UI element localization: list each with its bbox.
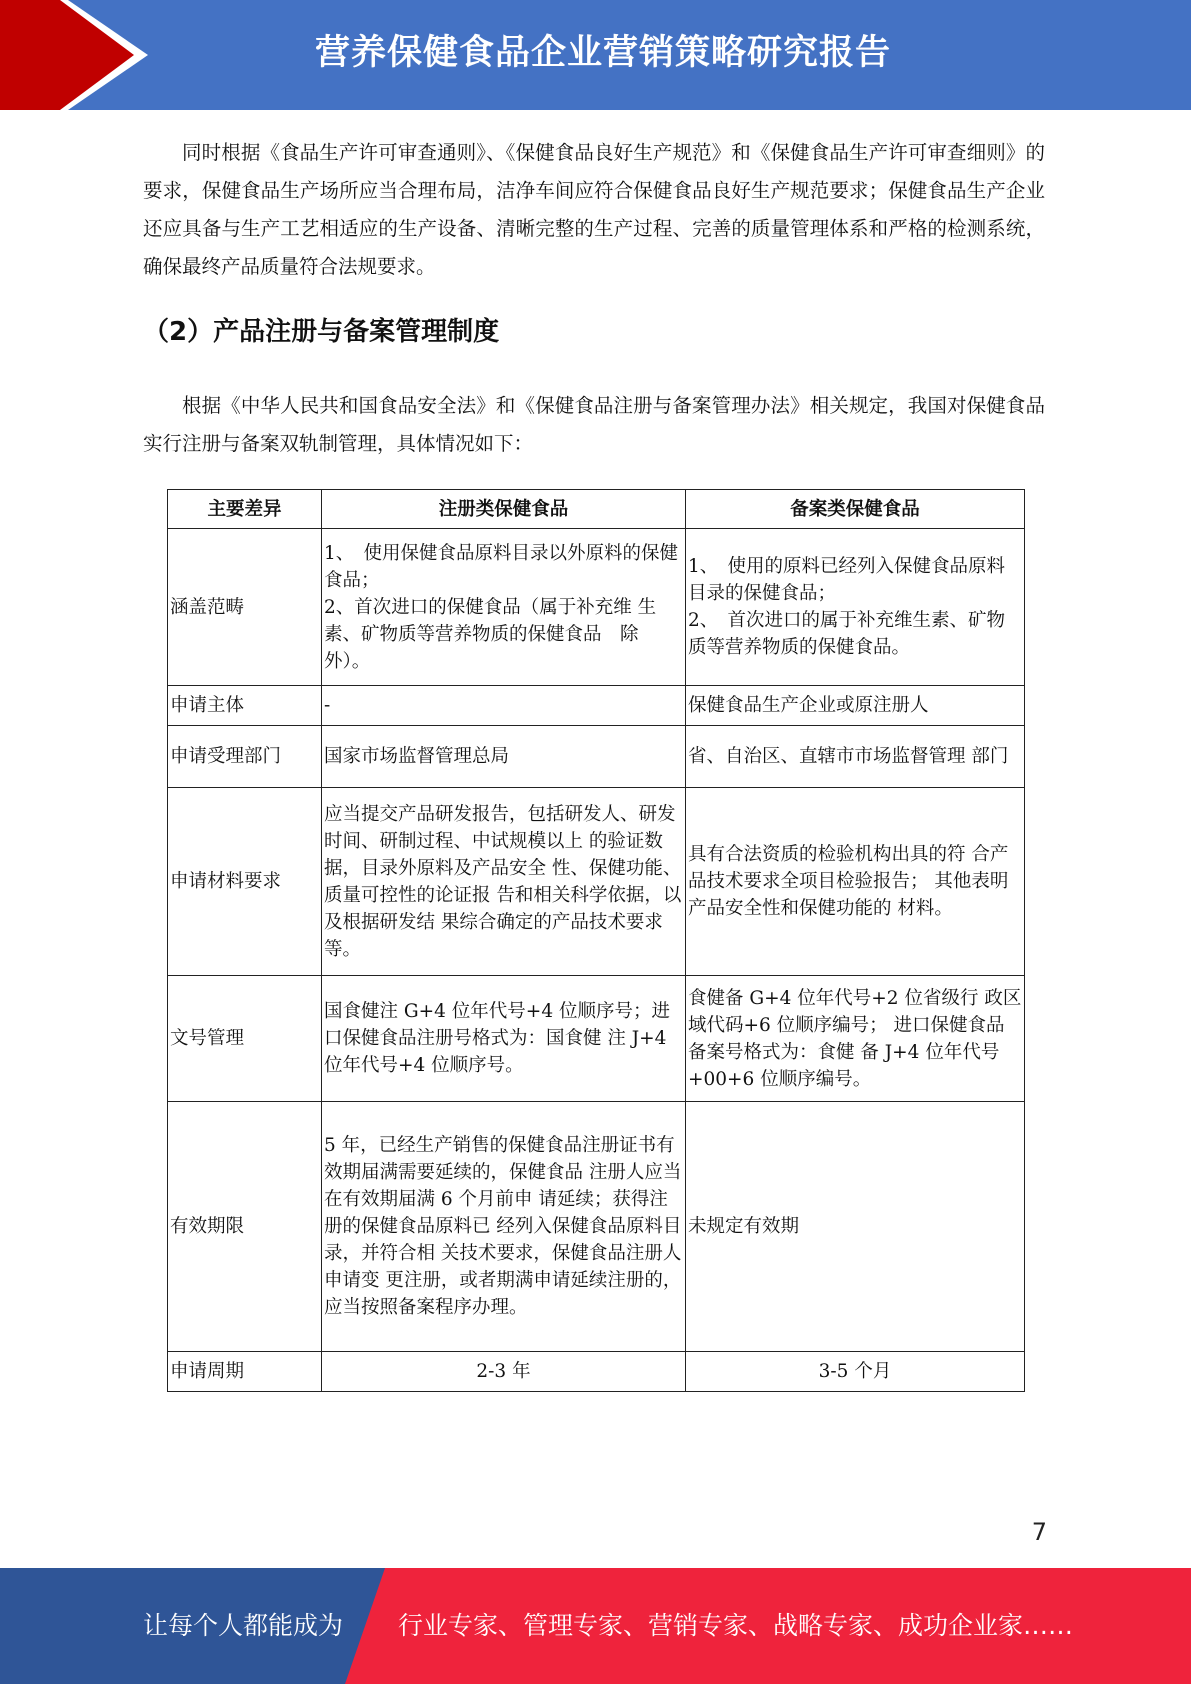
intro-paragraph: 同时根据《食品生产许可审查通则》、《保健食品良好生产规范》和《保健食品生产许可审查细则》的要求，保健食品生产场所应当合理布局，洁净车间应符合保健食品良好生产规范要求；保健食品生产企业还应具备与生产工艺相适应的生产设备、清晰完整的生产过程、完善的质量管理体系和严格的检测系统，确保最终产品质量符合法规要求。: [143, 141, 1045, 278]
registered-cell: 2-3 年: [322, 1352, 686, 1392]
filed-cell: 具有合法资质的检验机构出具的符 合产品技术要求全项目检验报告； 其他表明产品安全性和保健功能的 材料。: [686, 788, 1025, 976]
filed-cell: 省、自治区、直辖市市场监督管理 部门: [686, 726, 1025, 788]
registered-cell: 1、 使用保健食品原料目录以外原料的保健食品； 2、首次进口的保健食品（属于补充维 生素、矿物质等营养物质的保健食品 除外）。: [322, 529, 686, 686]
registered-cell: -: [322, 686, 686, 726]
registered-cell: 国食健注 G+4 位年代号+4 位顺序号；进口保健食品注册号格式为：国食健 注 J+4 位年代号+4 位顺序号。: [322, 976, 686, 1102]
page-header: [0, 0, 1191, 110]
footer-slogan-right: 行业专家、管理专家、营销专家、战略专家、成功企业家……: [398, 1611, 1074, 1640]
report-title: 营养保健食品企业营销策略研究报告: [314, 33, 891, 73]
table-row: [168, 686, 1025, 726]
table-row: [168, 529, 1025, 686]
row-label: 有效期限: [168, 1102, 322, 1352]
table-row: [168, 726, 1025, 788]
regulation-paragraph: 根据《中华人民共和国食品安全法》和《保健食品注册与备案管理办法》相关规定，我国对保健食品实行注册与备案双轨制管理，具体情况如下：: [143, 394, 1045, 455]
filed-cell: 食健备 G+4 位年代号+2 位省级行 政区域代码+6 位顺序编号； 进口保健食品备案号格式为：食健 备 J+4 位年代号+00+6 位顺序编号。: [686, 976, 1025, 1102]
footer-slogan-left: 让每个人都能成为: [143, 1611, 344, 1640]
row-label: 申请受理部门: [168, 726, 322, 788]
row-label: 申请主体: [168, 686, 322, 726]
column-header-filed: 备案类保健食品: [686, 490, 1025, 529]
filed-cell: 1、 使用的原料已经列入保健食品原料目录的保健食品； 2、 首次进口的属于补充维生素、矿物质等营养物质的保健食品。: [686, 529, 1025, 686]
table-row: [168, 788, 1025, 976]
table-header-row: [168, 490, 1025, 529]
filed-cell: 3-5 个月: [686, 1352, 1025, 1392]
column-header-registered: 注册类保健食品: [322, 490, 686, 529]
registered-cell: 应当提交产品研发报告，包括研发人、研发时间、研制过程、中试规模以上 的验证数据，目录外原料及产品安全 性、保健功能、质量可控性的论证报 告和相关科学依据，以及根据研发结 果综合确定的产品技术要求等。: [322, 788, 686, 976]
page-number: 7: [1031, 1518, 1047, 1546]
row-label: 文号管理: [168, 976, 322, 1102]
registered-cell: 5 年，已经生产销售的保健食品注册证书有效期届满需要延续的，保健食品 注册人应当在有效期届满 6 个月前申 请延续；获得注册的保健食品原料已 经列入保健食品原料目录，并符合相 关技术要求，保健食品注册人申请变 更注册，或者期满申请延续注册的， 应当按照备案程序办理。: [322, 1102, 686, 1352]
column-header-difference: 主要差异: [168, 490, 322, 529]
table-row: [168, 1352, 1025, 1392]
page-footer: [0, 1568, 1191, 1684]
comparison-table: [167, 489, 1025, 1392]
filed-cell: 保健食品生产企业或原注册人: [686, 686, 1025, 726]
row-label: 涵盖范畴: [168, 529, 322, 686]
row-label: 申请材料要求: [168, 788, 322, 976]
table-row: [168, 1102, 1025, 1352]
filed-cell: 未规定有效期: [686, 1102, 1025, 1352]
row-label: 申请周期: [168, 1352, 322, 1392]
section-heading: （2）产品注册与备案管理制度: [143, 317, 500, 347]
registered-cell: 国家市场监督管理总局: [322, 726, 686, 788]
table-row: [168, 976, 1025, 1102]
